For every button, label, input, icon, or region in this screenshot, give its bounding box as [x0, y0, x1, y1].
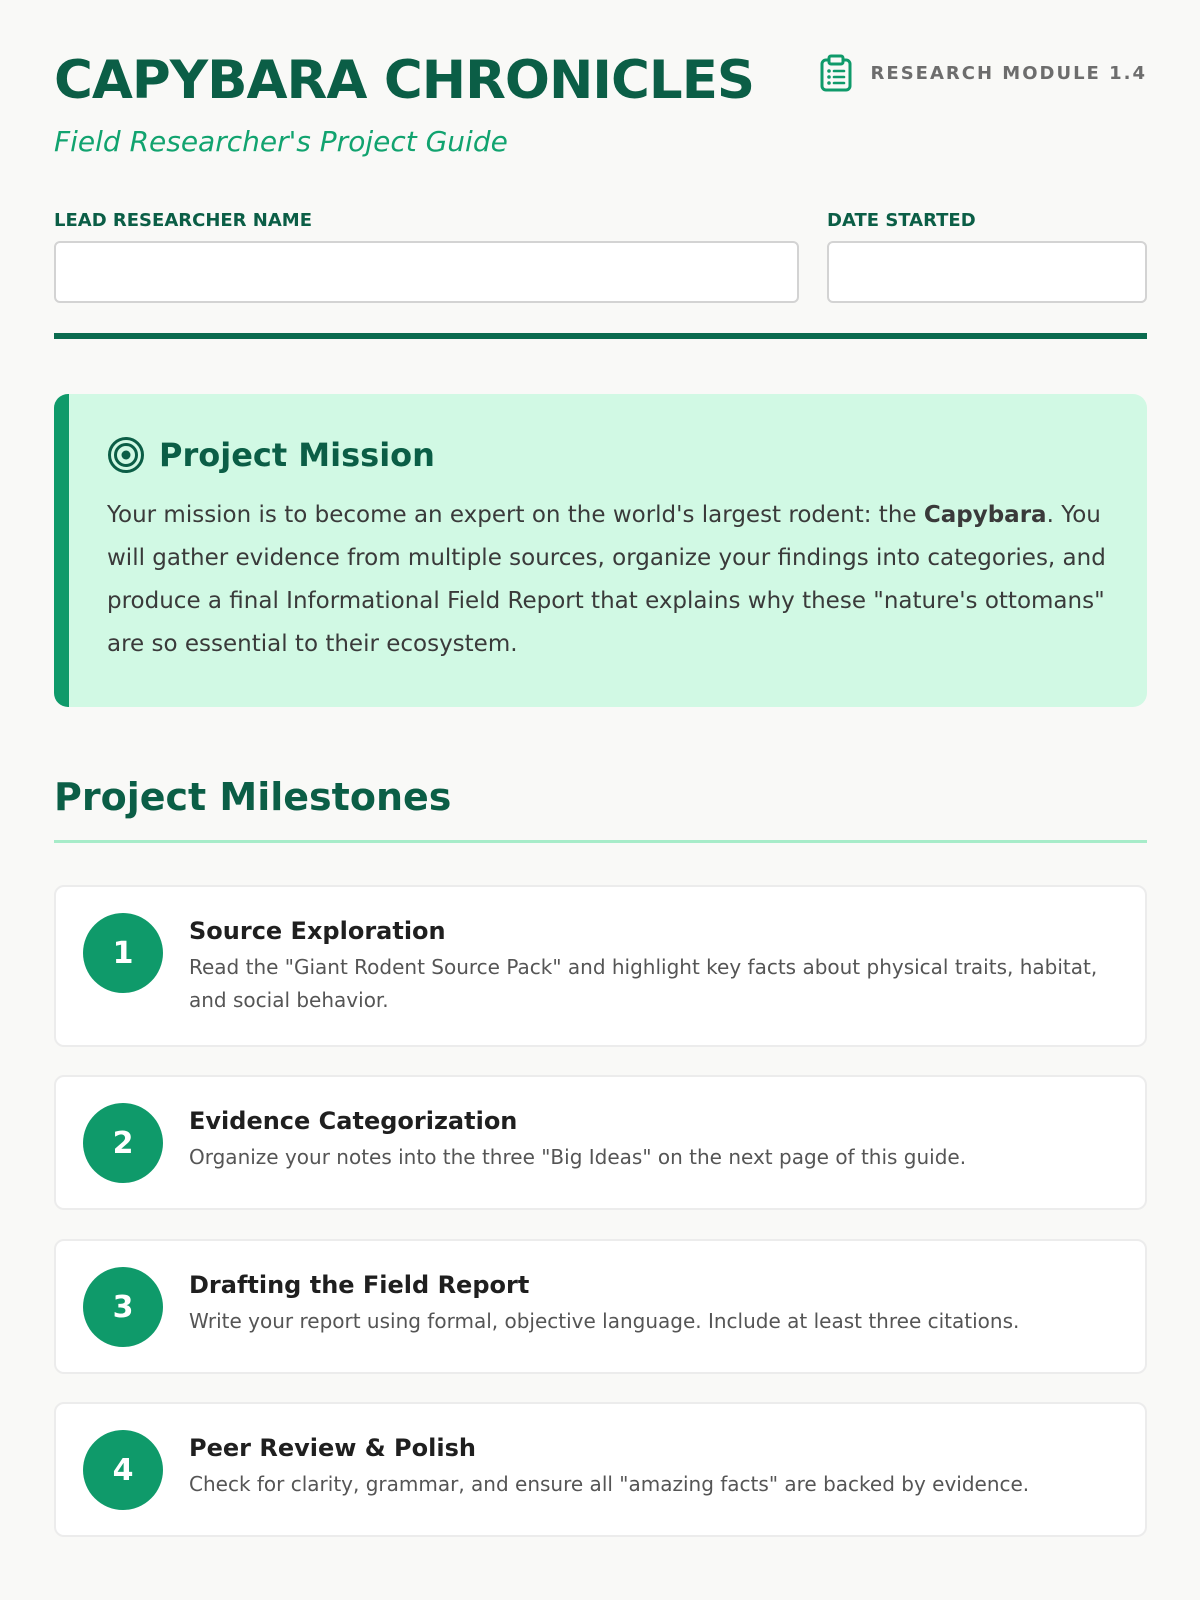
mission-text — [107, 494, 1107, 666]
mission-card — [54, 394, 1147, 707]
mission-heading — [107, 436, 1107, 474]
lead-researcher-input[interactable] — [54, 241, 799, 303]
milestone-number: 1 — [83, 913, 163, 993]
page — [54, 0, 1147, 1496]
header-divider — [54, 333, 1147, 339]
lead-researcher-label: LEAD RESEARCHER NAME — [54, 210, 313, 231]
target-icon — [107, 436, 145, 474]
milestone-title: Drafting the Field Report — [189, 1271, 530, 1299]
milestone-card — [54, 885, 1147, 1047]
milestone-description: Check for clarity, grammar, and ensure all "amazing facts" are backed by evidence. — [189, 1472, 1030, 1496]
milestone-body — [189, 1271, 1105, 1338]
mission-text-highlight: Capybara — [923, 502, 1047, 528]
clipboard-icon — [819, 54, 853, 92]
module-badge — [819, 54, 1147, 92]
milestone-title: Evidence Categorization — [189, 1107, 518, 1135]
milestone-title: Peer Review & Polish — [189, 1434, 476, 1462]
mission-text-end: . You will gather evidence from multiple sources, organize your findings into categories, and produce a final Informational Field Report that explains why these "nature's ottomans" are so essential to their ecosystem. — [107, 502, 1106, 657]
milestone-card — [54, 1239, 1147, 1374]
milestone-card — [54, 1075, 1147, 1210]
page-title: CAPYBARA CHRONICLES — [54, 50, 755, 111]
milestone-title: Source Exploration — [189, 917, 446, 945]
milestones-title: Project Milestones — [54, 775, 452, 819]
milestone-card — [54, 1402, 1147, 1537]
page-subtitle: Field Researcher's Project Guide — [54, 125, 508, 158]
milestone-number: 2 — [83, 1103, 163, 1183]
milestone-body — [189, 1107, 1105, 1174]
milestone-number: 3 — [83, 1267, 163, 1347]
milestone-description: Read the "Giant Rodent Source Pack" and highlight key facts about physical traits, habitat, and social behavior. — [189, 955, 1098, 1012]
date-started-label: DATE STARTED — [827, 210, 976, 231]
researcher-fields — [54, 210, 1147, 303]
milestone-body — [189, 1434, 1105, 1501]
milestone-description: Organize your notes into the three "Big Ideas" on the next page of this guide. — [189, 1145, 967, 1169]
mission-title: Project Mission — [159, 436, 435, 474]
module-label: RESEARCH MODULE 1.4 — [870, 62, 1147, 84]
lead-researcher-field-group — [54, 210, 799, 303]
date-started-field-group — [827, 210, 1147, 303]
mission-text-start: Your mission is to become an expert on the world's largest rodent: the — [107, 502, 924, 528]
header — [54, 0, 1147, 200]
date-started-input[interactable] — [827, 241, 1147, 303]
milestones-divider — [54, 840, 1147, 843]
milestone-body — [189, 917, 1105, 1017]
milestone-description: Write your report using formal, objective language. Include at least three citations. — [189, 1309, 1020, 1333]
milestone-number: 4 — [83, 1430, 163, 1510]
